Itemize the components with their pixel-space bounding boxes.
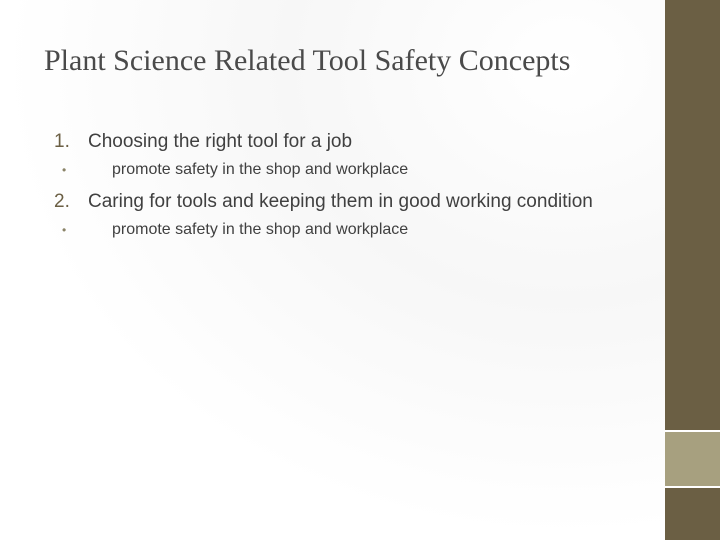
bullet-icon: •	[62, 223, 67, 237]
sidebar-decoration-accent	[665, 432, 720, 486]
bullet-icon: •	[62, 163, 67, 177]
list-item-text: Caring for tools and keeping them in good working condition	[88, 191, 593, 212]
sub-bullet-text: promote safety in the shop and workplace	[112, 161, 409, 178]
sub-bullet-1	[62, 161, 654, 191]
list-item-text: Choosing the right tool for a job	[88, 131, 353, 152]
list-item-2	[54, 191, 654, 221]
sidebar-decoration-bottom	[665, 488, 720, 540]
list-number: 1.	[54, 131, 70, 152]
list-item-1	[54, 131, 654, 161]
slide-title: Plant Science Related Tool Safety Concepts	[44, 44, 571, 77]
sub-bullet-2	[62, 221, 654, 251]
sidebar-decoration-top	[665, 0, 720, 430]
list-number: 2.	[54, 191, 70, 212]
numbered-list	[54, 131, 654, 251]
sub-bullet-text: promote safety in the shop and workplace	[112, 221, 409, 238]
